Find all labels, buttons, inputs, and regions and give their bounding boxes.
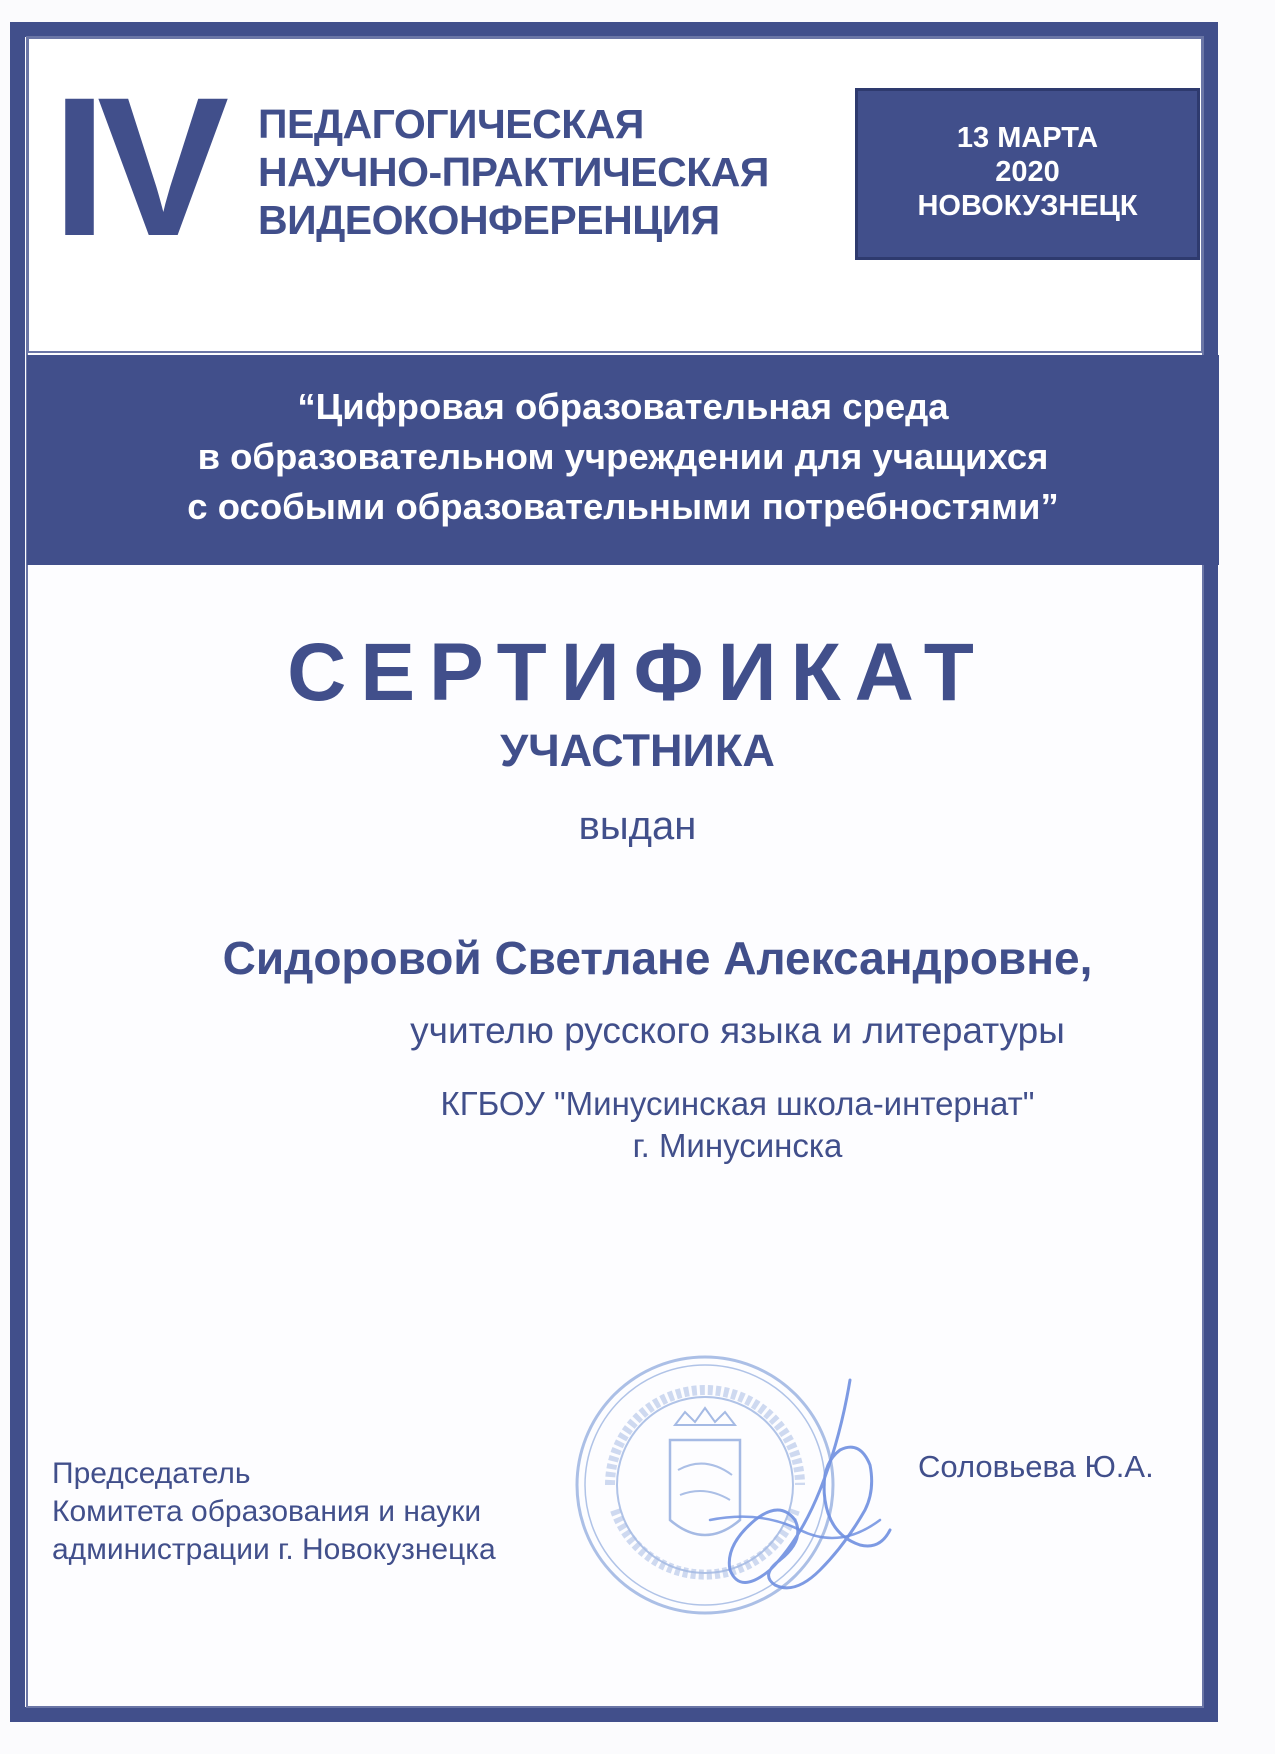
certificate-title: СЕРТИФИКАТ [287,627,988,718]
theme-line: с особыми образовательными потребностями” [187,486,1059,527]
chair-line: Председатель [52,1457,251,1490]
conference-city: НОВОКУЗНЕЦК [917,190,1138,222]
conference-title-line: ВИДЕОКОНФЕРЕНЦИЯ [258,197,720,243]
conference-date: 13 МАРТА [956,122,1099,154]
certificate-subtitle: УЧАСТНИКА [500,725,775,776]
chair-line: администрации г. Новокузнецка [52,1533,496,1566]
recipient-organization [0,1083,1275,1167]
signature-icon [700,1370,900,1610]
edition-numeral: IV [52,56,220,277]
conference-title-line: ПЕДАГОГИЧЕСКАЯ [258,101,644,147]
conference-title-line: НАУЧНО-ПРАКТИЧЕСКАЯ [258,149,769,195]
chair-title [52,1455,496,1569]
theme-line: в образовательном учреждении для учащихся [197,436,1049,477]
recipient-name: Сидоровой Светлане Александровне, [222,932,1093,984]
date-location-box [855,88,1200,260]
conference-title [258,100,858,244]
conference-year: 2020 [995,156,1060,188]
signer-name: Соловьева Ю.А. [918,1449,1154,1484]
organization-line: г. Минусинска [632,1127,843,1164]
conference-theme [27,382,1219,532]
issued-label: выдан [578,804,697,848]
theme-line: “Цифровая образовательная среда [297,386,949,427]
recipient-position: учителю русского языка и литературы [410,1010,1065,1051]
chair-line: Комитета образования и науки [52,1495,482,1528]
organization-line: КГБОУ "Минусинская школа-интернат" [440,1085,1035,1122]
